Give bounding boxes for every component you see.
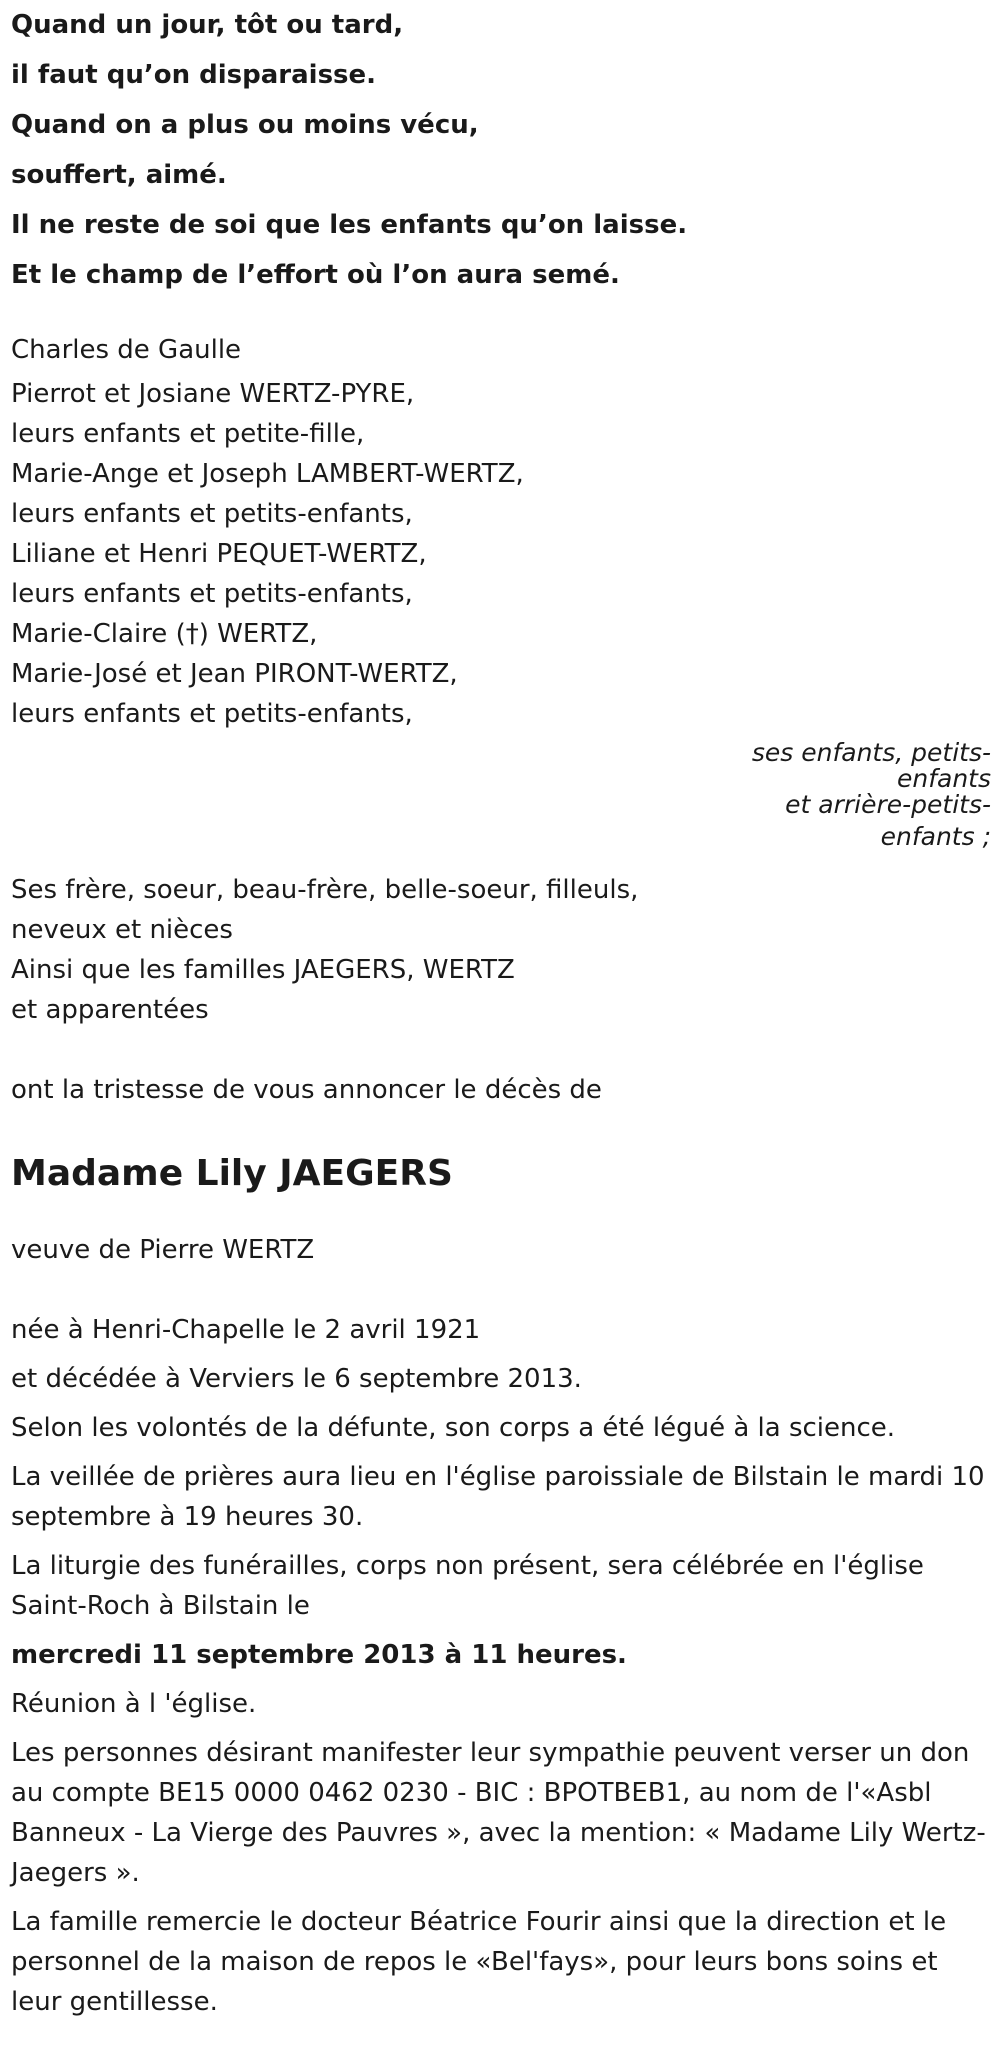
vigil-info: La veillée de prières aura lieu en l'église paroissiale de Bilstain le mardi 10 septembre à 19 heures 30. (11, 1462, 985, 1532)
family-line: leurs enfants et petits-enfants, (11, 579, 413, 609)
family-line: leurs enfants et petite-fille, (11, 419, 365, 449)
relatives-line: neveux et nièces (11, 915, 233, 945)
poem-line: Quand un jour, tôt ou tard, (11, 10, 404, 40)
deceased-name: Madame Lily JAEGERS (11, 1153, 453, 1194)
science-note: Selon les volontés de la défunte, son corps a été légué à la science. (11, 1413, 896, 1443)
announcement: ont la tristesse de vous annoncer le décès de (11, 1075, 602, 1105)
family-line: Liliane et Henri PEQUET-WERTZ, (11, 539, 427, 569)
kin-line: enfants (896, 764, 991, 793)
liturgy-info: La liturgie des funérailles, corps non présent, sera célébrée en l'église Saint-Roch à Bilstain le (11, 1551, 924, 1621)
kin-line: ses enfants, petits- (751, 738, 991, 767)
poem-line: Et le champ de l’effort où l’on aura semé. (11, 260, 620, 290)
relatives-list (11, 870, 996, 1030)
poem-line: Quand on a plus ou moins vécu, (11, 110, 479, 140)
family-list (11, 374, 996, 734)
poem-line: souffert, aimé. (11, 160, 227, 190)
family-line: Pierrot et Josiane WERTZ-PYRE, (11, 379, 415, 409)
family-line: leurs enfants et petits-enfants, (11, 499, 413, 529)
birth-info: née à Henri-Chapelle le 2 avril 1921 (11, 1315, 481, 1345)
obituary-details (11, 1310, 996, 2022)
widow-of: veuve de Pierre WERTZ (11, 1235, 315, 1265)
kin-summary (11, 734, 996, 870)
poem (11, 0, 996, 300)
kin-line: et arrière-petits- (785, 790, 991, 819)
relatives-line: et apparentées (11, 995, 209, 1025)
relatives-line: Ainsi que les familles JAEGERS, WERTZ (11, 955, 515, 985)
relatives-line: Ses frère, soeur, beau-frère, belle-soeur, filleuls, (11, 875, 639, 905)
family-line: Marie-Claire (†) WERTZ, (11, 619, 318, 649)
family-line: Marie-Ange et Joseph LAMBERT-WERTZ, (11, 459, 524, 489)
death-info: et décédée à Verviers le 6 septembre 2013. (11, 1364, 582, 1394)
kin-line: enfants ; (880, 822, 991, 851)
thanks-note: La famille remercie le docteur Béatrice Fourir ainsi que la direction et le personnel de la maison de repos le «Bel'fays», pour leurs bons soins et leur gentillesse. (11, 1907, 947, 2017)
liturgy-date: mercredi 11 septembre 2013 à 11 heures. (11, 1640, 627, 1670)
poem-line: il faut qu’on disparaisse. (11, 60, 377, 90)
obituary-content (11, 0, 996, 2031)
family-line: leurs enfants et petits-enfants, (11, 699, 413, 729)
donation-info: Les personnes désirant manifester leur sympathie peuvent verser un don au compte BE15 0000 0462 0230 - BIC : BPOTBEB1, au nom de l'«Asbl Banneux - La Vierge des Pauvres », avec la mention: « Madame Lily Wertz-Jaegers ». (11, 1738, 986, 1888)
poem-author: Charles de Gaulle (11, 335, 242, 365)
poem-line: Il ne reste de soi que les enfants qu’on laisse. (11, 210, 688, 240)
meeting-info: Réunion à l 'église. (11, 1689, 257, 1719)
family-line: Marie-José et Jean PIRONT-WERTZ, (11, 659, 458, 689)
